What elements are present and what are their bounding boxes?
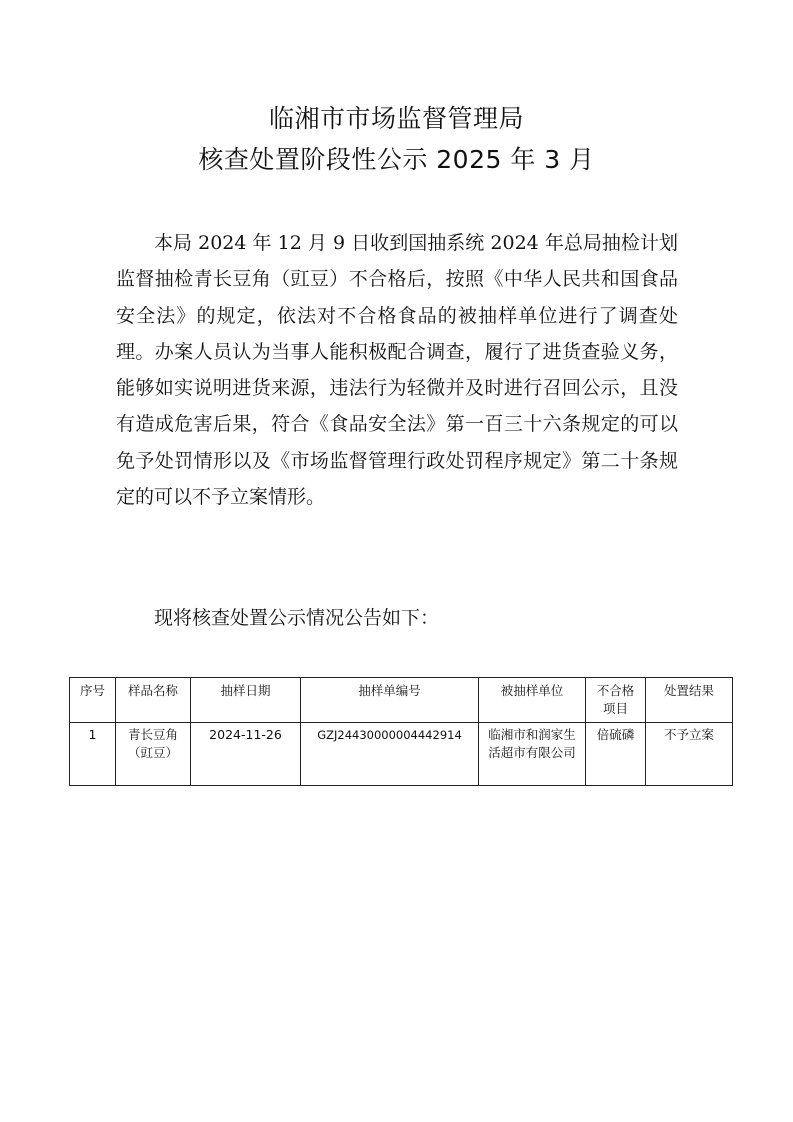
cell-sampled-unit: 临湘市和润家生活超市有限公司 <box>479 723 586 786</box>
cell-sampling-date: 2024-11-26 <box>191 723 301 786</box>
header-sampled-unit: 被抽样单位 <box>479 678 586 723</box>
header-sampling-date: 抽样日期 <box>191 678 301 723</box>
results-table <box>69 677 733 786</box>
header-sampling-no: 抽样单编号 <box>301 678 479 723</box>
header-failed-item: 不合格项目 <box>586 678 646 723</box>
cell-result: 不予立案 <box>646 723 733 786</box>
document-title: 临湘市市场监督管理局 <box>268 104 524 133</box>
cell-sample-name: 青长豆角（豇豆） <box>116 723 191 786</box>
intro-paragraph: 现将核查处置公示情况公告如下： <box>154 607 440 629</box>
table-header-row <box>70 678 733 723</box>
cell-sampling-no: GZJ24430000004442914 <box>301 723 479 786</box>
cell-failed-item: 倍硫磷 <box>586 723 646 786</box>
header-result: 处置结果 <box>646 678 733 723</box>
cell-index: 1 <box>70 723 116 786</box>
header-index: 序号 <box>70 678 116 723</box>
document-subtitle: 核查处置阶段性公示 2025 年 3 月 <box>198 145 595 174</box>
header-sample-name: 样品名称 <box>116 678 191 723</box>
table-row <box>70 723 733 786</box>
body-paragraph: 本局 2024 年 12 月 9 日收到国抽系统 2024 年总局抽检计划监督抽检青长豆角（豇豆）不合格后，按照《中华人民共和国食品安全法》的规定，依法对不合格食品的被抽样单位进行了调查处理。办案人员认为当事人能积极配合调查，履行了进货查验义务，能够如实说明进货来源，违法行为轻微并及时进行召回公示，且没有造成危害后果，符合《食品安全法》第一百三十六条规定的可以免予处罚情形以及《市场监督管理行政处罚程序规定》第二十条规定的可以不予立案情形。 <box>116 232 678 509</box>
